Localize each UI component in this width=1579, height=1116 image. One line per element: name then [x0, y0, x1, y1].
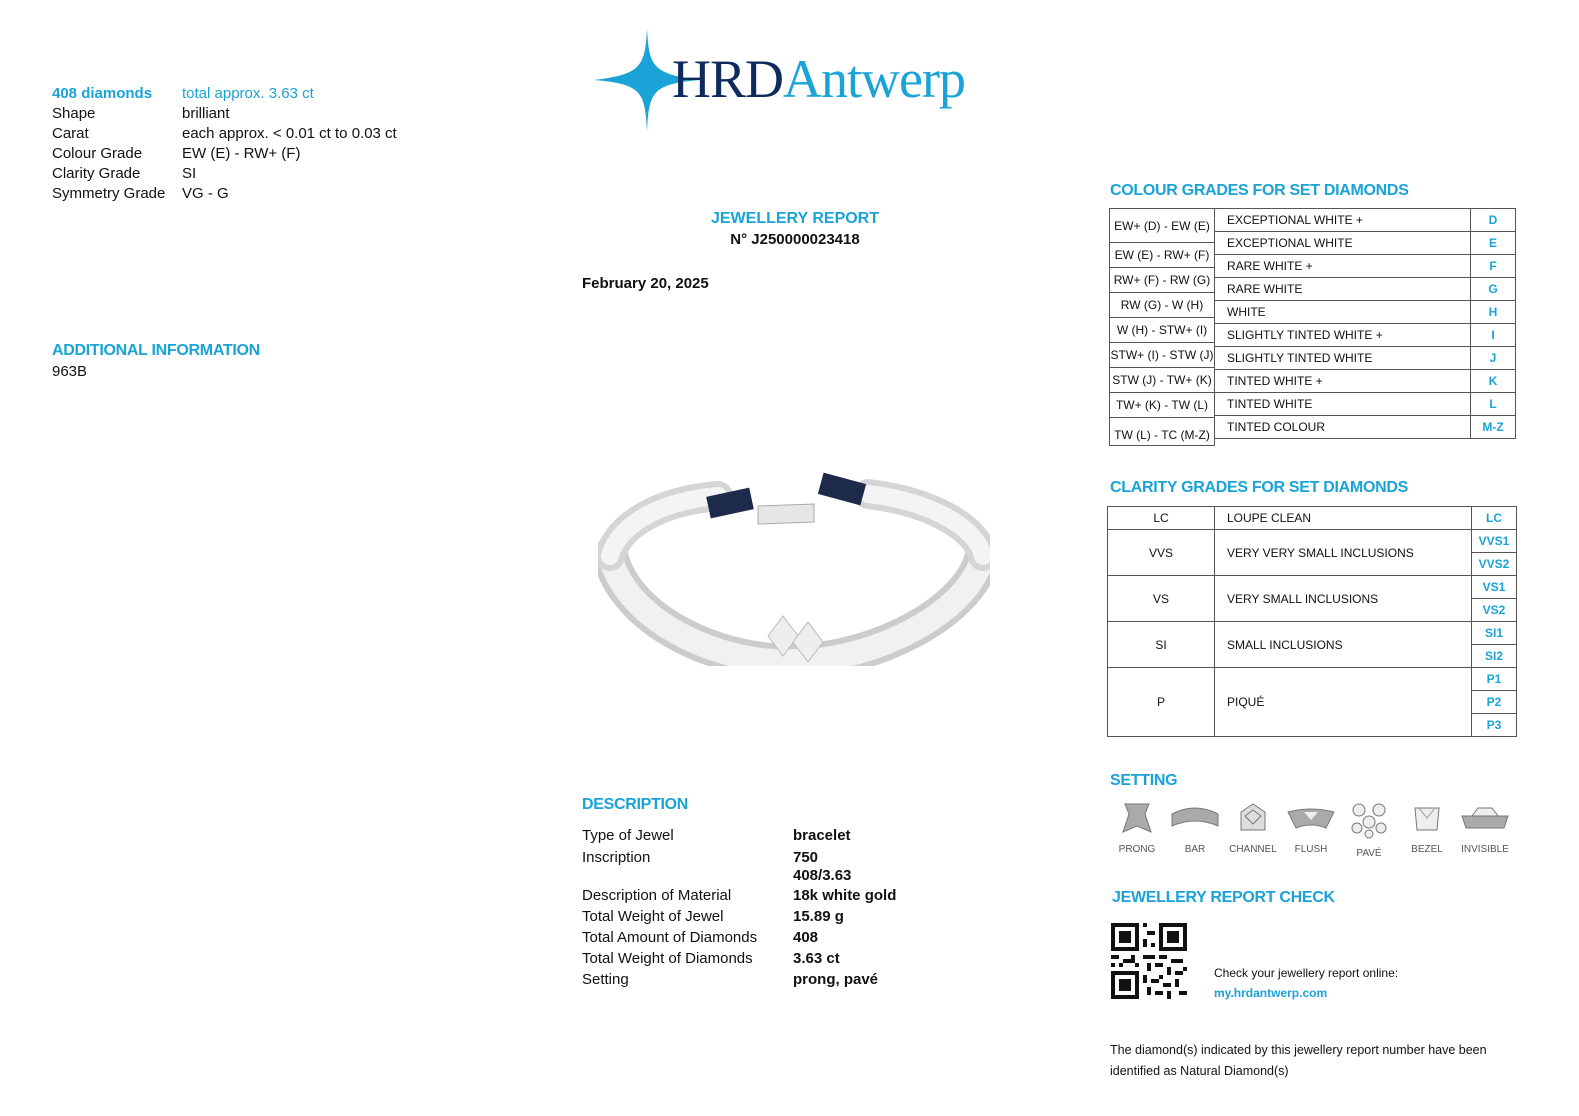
setting-item-prong: [1108, 800, 1166, 859]
report-check-title: JEWELLERY REPORT CHECK: [1112, 889, 1335, 906]
description-value: bracelet: [793, 827, 851, 844]
channel-icon: [1233, 800, 1273, 836]
bracelet-image: [598, 466, 990, 666]
clarity-abbr: SI: [1108, 622, 1215, 668]
colour-row: [1215, 255, 1516, 278]
setting-label: BAR: [1184, 844, 1206, 855]
description-row: [582, 849, 896, 867]
colour-code: K: [1471, 370, 1516, 393]
colour-name: RARE WHITE +: [1215, 255, 1471, 278]
setting-label: FLUSH: [1294, 844, 1328, 855]
summary-value: VG - G: [182, 185, 229, 202]
description-title: DESCRIPTION: [582, 796, 689, 813]
description-row: [582, 885, 896, 906]
pave-icon: [1347, 800, 1391, 840]
colour-row: [1215, 370, 1516, 393]
description-value: 15.89 g: [793, 908, 844, 925]
description-label: Total Weight of Jewel: [582, 908, 724, 925]
clarity-name: PIQUÉ: [1215, 668, 1472, 737]
clarity-code: P3: [1472, 714, 1517, 737]
summary-label: Colour Grade: [52, 145, 143, 162]
clarity-row: [1108, 507, 1517, 530]
colour-name: TINTED COLOUR: [1215, 416, 1471, 439]
clarity-code: VS2: [1472, 599, 1517, 622]
colour-range: W (H) - STW+ (I): [1110, 318, 1214, 343]
invisible-icon: [1458, 800, 1512, 836]
report-number: N° J250000023418: [730, 231, 860, 248]
diamonds-total: total approx. 3.63 ct: [182, 85, 314, 102]
description-label: Total Weight of Diamonds: [582, 950, 753, 967]
logo-hrd: HRD: [672, 49, 784, 109]
setting-icons: [1108, 800, 1514, 859]
clarity-code: P1: [1472, 668, 1517, 691]
summary-row: [52, 144, 397, 164]
logo-wordmark: [672, 48, 965, 110]
clarity-name: LOUPE CLEAN: [1215, 507, 1472, 530]
clarity-code: SI2: [1472, 645, 1517, 668]
description-label: Description of Material: [582, 887, 732, 904]
summary-row: [52, 124, 397, 144]
setting-title: SETTING: [1110, 772, 1178, 789]
clarity-row: [1108, 530, 1517, 553]
colour-row: [1215, 393, 1516, 416]
colour-row: [1215, 232, 1516, 255]
clarity-grades-table: [1107, 506, 1517, 737]
clarity-name: VERY SMALL INCLUSIONS: [1215, 576, 1472, 622]
colour-name: TINTED WHITE: [1215, 393, 1471, 416]
colour-grades-table: [1214, 208, 1516, 439]
description-row: [582, 927, 896, 948]
colour-code: E: [1471, 232, 1516, 255]
colour-code: M-Z: [1471, 416, 1516, 439]
clarity-code: SI1: [1472, 622, 1517, 645]
clarity-row: [1108, 576, 1517, 599]
hrd-logo: [592, 26, 1012, 136]
clarity-abbr: VS: [1108, 576, 1215, 622]
clarity-code: VVS2: [1472, 553, 1517, 576]
colour-row: [1215, 416, 1516, 439]
qr-code-icon[interactable]: [1111, 923, 1187, 999]
colour-range: RW (G) - W (H): [1110, 293, 1214, 318]
colour-range: STW+ (I) - STW (J): [1110, 343, 1214, 368]
summary-value: SI: [182, 165, 197, 182]
clarity-code: P2: [1472, 691, 1517, 714]
description-row: [582, 948, 896, 969]
colour-range: STW (J) - TW+ (K): [1110, 368, 1214, 393]
colour-row: [1215, 278, 1516, 301]
summary-label: Symmetry Grade: [52, 185, 166, 202]
setting-label: CHANNEL: [1229, 844, 1277, 855]
clarity-grades-title: CLARITY GRADES FOR SET DIAMONDS: [1110, 479, 1408, 496]
clarity-abbr: LC: [1108, 507, 1215, 530]
clarity-abbr: P: [1108, 668, 1215, 737]
bezel-icon: [1407, 800, 1447, 836]
setting-item-pave: [1340, 800, 1398, 859]
colour-range: EW+ (D) - EW (E): [1110, 209, 1214, 243]
description-label: Total Amount of Diamonds: [582, 929, 758, 946]
colour-code: L: [1471, 393, 1516, 416]
colour-name: EXCEPTIONAL WHITE: [1215, 232, 1471, 255]
setting-label: BEZEL: [1411, 844, 1443, 855]
additional-information: [52, 342, 260, 380]
clarity-code: LC: [1472, 507, 1517, 530]
colour-name: EXCEPTIONAL WHITE +: [1215, 209, 1471, 232]
stone-summary: [52, 84, 397, 204]
clarity-code: VS1: [1472, 576, 1517, 599]
setting-item-bar: [1166, 800, 1224, 859]
colour-code: F: [1471, 255, 1516, 278]
clarity-code: VVS1: [1472, 530, 1517, 553]
summary-row: [52, 164, 397, 184]
colour-row: [1215, 301, 1516, 324]
colour-row: [1215, 347, 1516, 370]
colour-name: SLIGHTLY TINTED WHITE +: [1215, 324, 1471, 347]
colour-code: J: [1471, 347, 1516, 370]
description-value: 3.63 ct: [793, 950, 840, 967]
clarity-abbr: VVS: [1108, 530, 1215, 576]
summary-row: [52, 184, 397, 204]
description-row: [582, 906, 896, 927]
summary-row: [52, 104, 397, 124]
setting-label: PRONG: [1118, 844, 1156, 855]
colour-name: TINTED WHITE +: [1215, 370, 1471, 393]
colour-range: EW (E) - RW+ (F): [1110, 243, 1214, 268]
description-row: [582, 969, 896, 990]
prong-icon: [1117, 800, 1157, 836]
setting-item-invisible: [1456, 800, 1514, 859]
report-date: February 20, 2025: [582, 275, 709, 292]
colour-name: SLIGHTLY TINTED WHITE: [1215, 347, 1471, 370]
description-value: 18k white gold: [793, 887, 897, 904]
additional-title: ADDITIONAL INFORMATION: [52, 342, 260, 359]
colour-range: TW (L) - TC (M-Z): [1114, 427, 1210, 442]
setting-item-channel: [1224, 800, 1282, 859]
additional-value: 963B: [52, 363, 88, 380]
clarity-name: SMALL INCLUSIONS: [1215, 622, 1472, 668]
diamonds-count: 408 diamonds: [52, 85, 153, 102]
bar-icon: [1170, 800, 1220, 836]
report-heading: [680, 210, 910, 248]
colour-range-column: [1109, 208, 1215, 446]
check-url-link[interactable]: my.hrdantwerp.com: [1214, 986, 1328, 1000]
description-value: 408: [793, 929, 819, 946]
description-label: Type of Jewel: [582, 827, 674, 844]
setting-item-flush: [1282, 800, 1340, 859]
description-table: [582, 825, 896, 990]
setting-item-bezel: [1398, 800, 1456, 859]
summary-label: Clarity Grade: [52, 165, 141, 182]
summary-value: EW (E) - RW+ (F): [182, 145, 301, 162]
description-value: 408/3.63: [793, 867, 852, 884]
check-text: Check your jewellery report online:: [1214, 966, 1399, 980]
colour-code: H: [1471, 301, 1516, 324]
description-label: Setting: [582, 971, 629, 988]
colour-row: [1215, 324, 1516, 347]
colour-name: WHITE: [1215, 301, 1471, 324]
colour-code: G: [1471, 278, 1516, 301]
description-row: [582, 825, 896, 846]
colour-name: RARE WHITE: [1215, 278, 1471, 301]
description-row: [582, 867, 896, 885]
description-value: prong, pavé: [793, 971, 879, 988]
colour-code: D: [1471, 209, 1516, 232]
summary-value: brilliant: [182, 105, 230, 122]
summary-label: Carat: [52, 125, 89, 142]
colour-code: I: [1471, 324, 1516, 347]
colour-grades-title: COLOUR GRADES FOR SET DIAMONDS: [1110, 182, 1409, 199]
description-label: Inscription: [582, 849, 651, 866]
flush-icon: [1286, 800, 1336, 836]
setting-label: INVISIBLE: [1461, 844, 1509, 855]
setting-label: PAVÉ: [1356, 848, 1382, 859]
colour-range: TW+ (K) - TW (L): [1110, 393, 1214, 418]
diamonds-header: [52, 84, 397, 104]
logo-antwerp: Antwerp: [783, 49, 965, 109]
description-label: [582, 867, 793, 885]
summary-value: each approx. < 0.01 ct to 0.03 ct: [182, 125, 397, 142]
clarity-name: VERY VERY SMALL INCLUSIONS: [1215, 530, 1472, 576]
report-title: JEWELLERY REPORT: [710, 210, 880, 227]
natural-diamond-disclaimer: The diamond(s) indicated by this jewellery report number have been identified as Natural Diamond(s): [1110, 1043, 1487, 1078]
colour-row: [1215, 209, 1516, 232]
description-value: 750: [793, 849, 819, 866]
report-check-info: [1214, 963, 1398, 1003]
clarity-row: [1108, 668, 1517, 691]
colour-range: RW+ (F) - RW (G): [1110, 268, 1214, 293]
summary-label: Shape: [52, 105, 96, 122]
clarity-row: [1108, 622, 1517, 645]
